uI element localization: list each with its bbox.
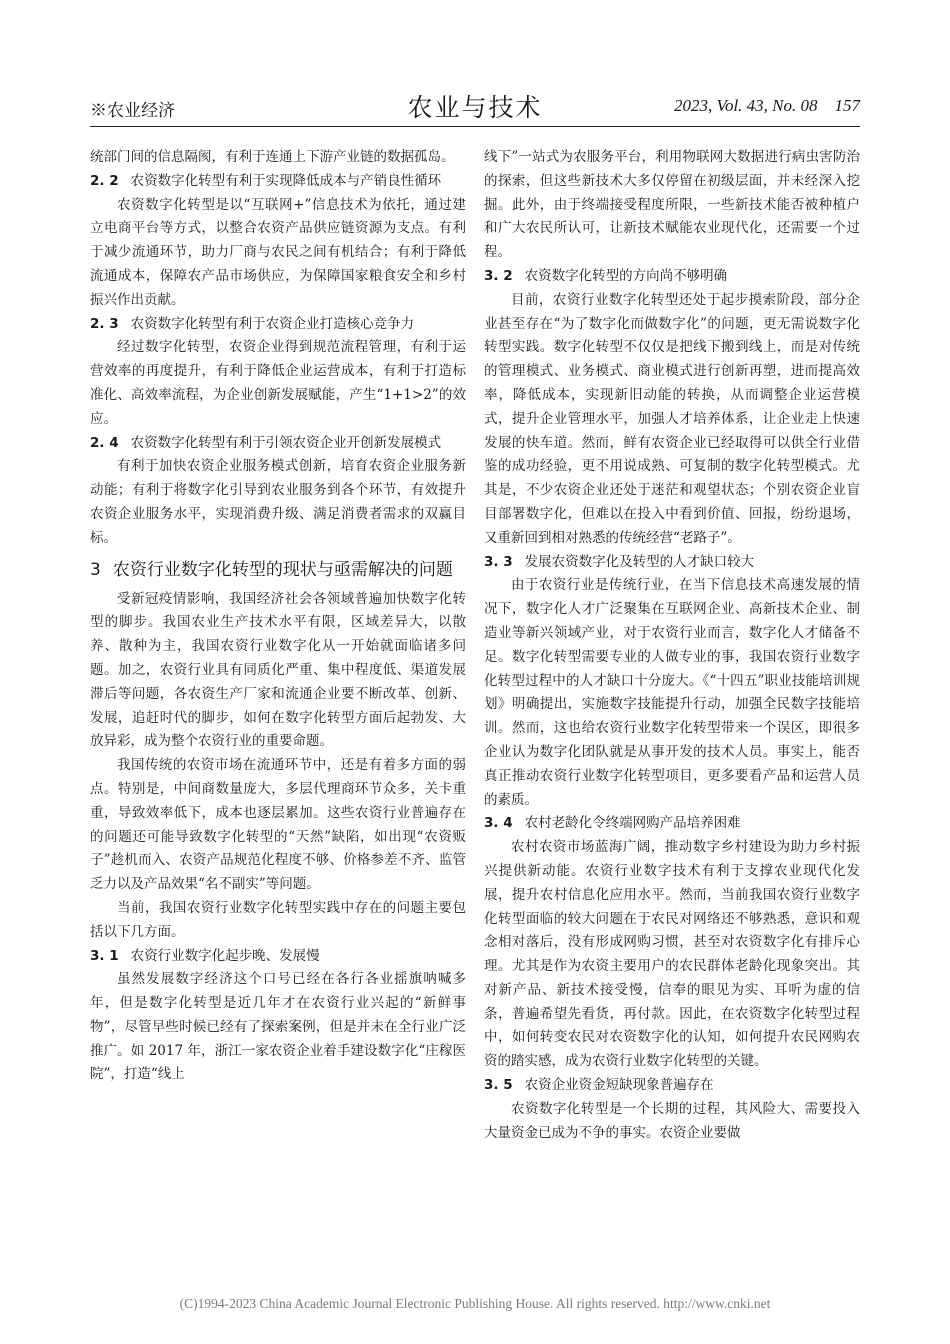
section-heading-3-5 <box>484 1074 860 1098</box>
section-number: 2. 2 <box>90 172 119 189</box>
section-heading-2-4 <box>90 432 466 456</box>
issue-volume: 2023, Vol. 43, No. 08 <box>673 96 818 115</box>
section-label: ※农业经济 <box>90 101 175 121</box>
section-title: 发展农资数字化及转型的人才缺口较大 <box>524 553 755 570</box>
left-column <box>90 146 466 1087</box>
paragraph: 当前，我国农资行业数字化转型实践中存在的问题主要包括以下几方面。 <box>90 899 466 940</box>
section-heading-3-4 <box>484 812 860 836</box>
paragraph: 虽然发展数字经济这个口号已经在各行各业摇旗呐喊多年，但是数字化转型是近几年才在农资行业兴起的“新鲜事物”，尽管早些时候已经有了探索案例，但是并未在全行业广泛推广。如 2017 年，浙江一家农资企业着手建设数字化“庄稼医院”，打造“线上 <box>90 971 466 1083</box>
section-heading-3-1 <box>90 945 466 969</box>
section-number: 3. 2 <box>484 267 513 284</box>
section-number: 3. 4 <box>484 815 513 832</box>
section-title: 农资行业数字化起步晚、发展慢 <box>130 947 320 964</box>
section-number: 3. 1 <box>90 947 119 964</box>
paragraph: 农资数字化转型是一个长期的过程，其风险大、需要投入大量资金已成为不争的事实。农资企业要做 <box>484 1100 860 1141</box>
section-number: 2. 3 <box>90 315 119 332</box>
section-title: 农资数字化转型有利于农资企业打造核心竞争力 <box>130 315 415 332</box>
paragraph: 统部门间的信息隔阂，有利于连通上下游产业链的数据孤岛。 <box>90 149 455 165</box>
section-title: 农资企业资金短缺现象普遍存在 <box>524 1077 714 1094</box>
paragraph: 有利于加快农资企业服务模式创新，培育农资企业服务新动能；有利于将数字化引导到农业服务到各个环节，有效提升农资企业服务水平，实现消费升级、满足消费者需求的双赢目标。 <box>90 458 466 546</box>
issue-info <box>674 96 860 116</box>
paragraph: 农村农资市场蓝海广阔，推动数字乡村建设为助力乡村振兴提供新动能。农资行业数字技术有利于支撑农业现代化发展，提升农村信息化应用水平。然而，当前我国农资行业数字化转型面临的较大问题在于农民对网络还不够熟悉，意识和观念相对落后，没有形成网购习惯，甚至对农资数字化有排斥心理。尤其是作为农资主要用户的农民群体老龄化现象突出。其对新产品、新技术接受慢，信奉的眼见为实、耳听为虚的信条，普遍希望先看货，再付款。因此，在农资数字化转型过程中，如何转变农民对农资数字化的认知，如何提升农民网购农资的踏实感，成为农资行业数字化转型的关键。 <box>484 839 860 1070</box>
paragraph: 由于农资行业是传统行业，在当下信息技术高速发展的情况下，数字化人才广泛聚集在互联网企业、高新技术企业、制造业等新兴领域产业，对于农资行业而言，数字化人才储备不足。数字化转型需要专业的人做专业的事，我国农资行业数字化转型过程中的人才缺口十分庞大。《“十四五”职业技能培训规划》明确提出，实施数字技能提升行动，加强全民数字技能培训。然而，这也给农资行业数字化转型带来一个误区，即很多企业认为数字化团队就是从事开发的技术人员。事实上，能否真正推动农资行业数字化转型项目，更多要看产品和运营人员的素质。 <box>484 577 860 808</box>
section-title: 农村老龄化令终端网购产品培养困难 <box>524 815 741 832</box>
section-heading-2-3 <box>90 313 466 337</box>
section-title: 农资数字化转型有利于实现降低成本与产销良性循环 <box>130 172 442 189</box>
section-title: 农资数字化转型的方向尚不够明确 <box>524 267 728 284</box>
section-title: 农资行业数字化转型的现状与亟需解决的问题 <box>112 559 453 580</box>
journal-title: 农业与技术 <box>407 93 543 122</box>
section-heading-3 <box>90 557 466 584</box>
paragraph: 农资数字化转型是以“互联网+”信息技术为依托，通过建立电商平台等方式，以整合农资产品供应链资源为支点。有利于减少流通环节，助力厂商与农民之间有机结合；有利于降低流通成本，保障农产品市场供应，为保障国家粮食安全和乡村振兴作出贡献。 <box>90 196 466 308</box>
paragraph: 我国传统的农资市场在流通环节中，还是有着多方面的弱点。特别是，中间商数量庞大，多层代理商环节众多，关卡重重，导致效率低下，成本也逐层累加。这些农资行业普遍存在的问题还可能导致数字化转型的“天然”缺陷，如出现“农资贩子”趁机而入、农资产品规范化程度不够、价格参差不齐、监管乏力以及产品效果“名不副实”等问题。 <box>90 757 466 893</box>
paragraph: 经过数字化转型，农资企业得到规范流程管理，有利于运营效率的再度提升，有利于降低企业运营成本，有利于打造标准化、高效率流程，为企业创新发展赋能，产生“1+1>2”的效应。 <box>90 339 466 427</box>
copyright-footer: (C)1994-2023 China Academic Journal Electronic Publishing House. All rights reserved. http://www.cnki.net <box>179 1296 771 1311</box>
paragraph: 目前，农资行业数字化转型还处于起步摸索阶段，部分企业甚至存在“为了数字化而做数字化”的问题，更无需说数字化转型实践。数字化转型不仅仅是把线下搬到线上，而是对传统的管理模式、业务模式、商业模式进行创新再塑，进而提高效率，降低成本，实现新旧动能的转换，从而调整企业运营模式，提升企业管理水平，加强人才培养体系，让企业走上快速发展的快车道。然而，鲜有农资企业已经取得可以供全行业借鉴的成功经验，更不用说成熟、可复制的数字化转型模式。尤其是，不少农资企业还处于迷茫和观望状态；个别农资企业盲目部署数字化，但难以在投入中看到价值、回报，纷纷退场，又重新回到相对熟悉的传统经营“老路子”。 <box>484 291 860 546</box>
right-column <box>484 146 860 1145</box>
section-heading-2-2 <box>90 170 466 194</box>
paragraph: 受新冠疫情影响，我国经济社会各领域普遍加快数字化转型的脚步。我国农业生产技术水平有限，区域差异大，以散养、散种为主，我国农资行业数字化从一开始就面临诸多问题。加之，农资行业具有同质化严重、集中程度低、渠道发展滞后等问题，各农资生产厂家和流通企业要不断改革、创新、发展，追赶时代的脚步，如何在数字化转型方面后起勃发、大放异彩，成为整个农资行业的重要命题。 <box>90 590 466 750</box>
section-title: 农资数字化转型有利于引领农资企业开创新发展模式 <box>130 434 442 451</box>
page-number: 157 <box>834 96 860 115</box>
section-number: 3. 5 <box>484 1077 513 1094</box>
section-heading-3-2 <box>484 265 860 289</box>
section-number: 3. 3 <box>484 553 513 570</box>
section-number: 2. 4 <box>90 434 119 451</box>
section-heading-3-3 <box>484 551 860 575</box>
paragraph: 线下”一站式为农服务平台，利用物联网大数据进行病虫害防治的探索，但这些新技术大多仅停留在初级层面，并未经深入挖掘。此外，由于终端接受程度所限，一些新技术能否被种植户和广大农民所认可，让新技术赋能农业现代化，还需要一个过程。 <box>484 149 860 261</box>
running-header <box>90 86 860 127</box>
section-number: 3 <box>90 559 101 580</box>
